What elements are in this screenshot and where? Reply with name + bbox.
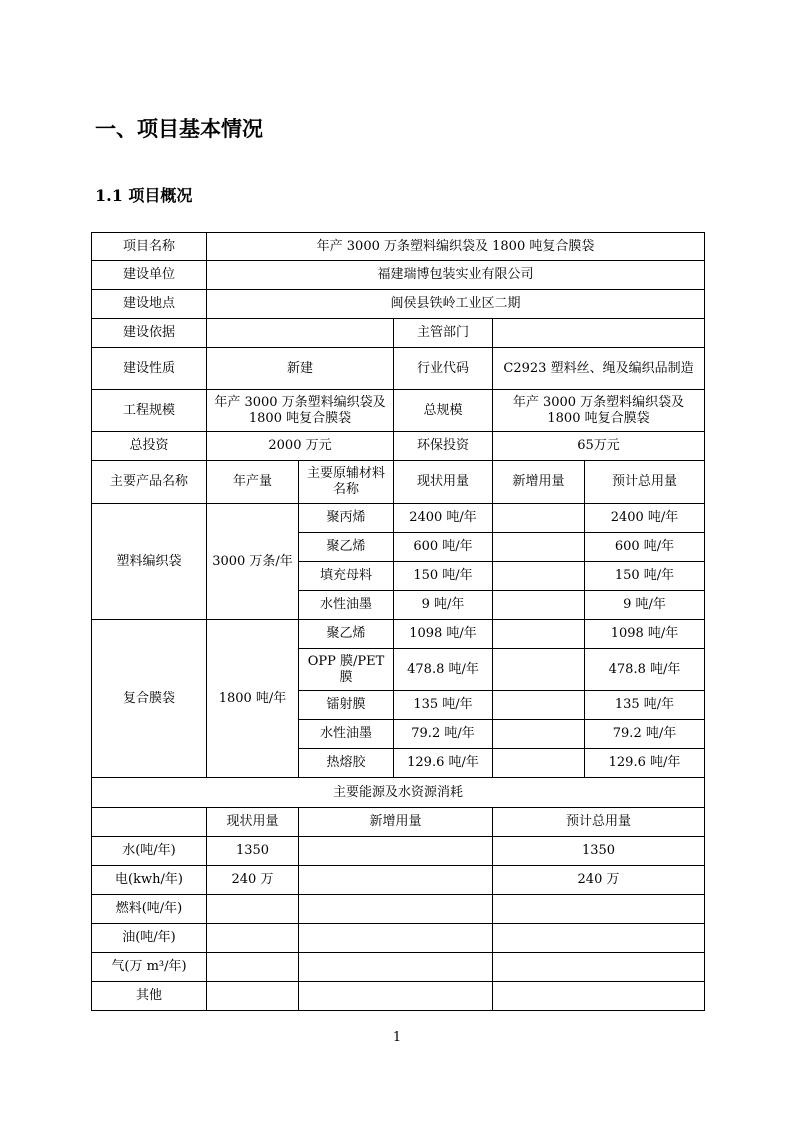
energy-title-row bbox=[92, 778, 705, 808]
material-name-cell: OPP 膜/PET 膜 bbox=[299, 649, 394, 691]
row-nature bbox=[92, 348, 705, 390]
current-cell: 135 吨/年 bbox=[394, 691, 493, 720]
current-cell bbox=[207, 924, 299, 953]
page-number: 1 bbox=[392, 1030, 402, 1045]
added-cell bbox=[299, 895, 493, 924]
total-cell: 79.2 吨/年 bbox=[585, 720, 705, 749]
row-investment bbox=[92, 432, 705, 461]
label-cell: 总投资 bbox=[92, 432, 207, 461]
energy-title: 主要能源及水资源消耗 bbox=[92, 778, 705, 808]
total-cell: 240 万 bbox=[493, 866, 705, 895]
value-cell bbox=[207, 319, 394, 348]
material-name-cell: 聚丙烯 bbox=[299, 504, 394, 533]
current-cell bbox=[207, 953, 299, 982]
label-cell: 工程规模 bbox=[92, 390, 207, 432]
header-cell: 预计总用量 bbox=[493, 808, 705, 837]
current-cell: 2400 吨/年 bbox=[394, 504, 493, 533]
label-cell: 建设地点 bbox=[92, 290, 207, 319]
material-name-cell: 聚乙烯 bbox=[299, 533, 394, 562]
added-cell bbox=[299, 982, 493, 1011]
current-cell: 9 吨/年 bbox=[394, 591, 493, 620]
row-basis bbox=[92, 319, 705, 348]
product-output-cell: 3000 万条/年 bbox=[207, 504, 299, 620]
added-cell bbox=[493, 533, 585, 562]
energy-row bbox=[92, 953, 705, 982]
total-cell bbox=[493, 924, 705, 953]
added-cell bbox=[493, 562, 585, 591]
label-cell: 项目名称 bbox=[92, 233, 207, 261]
energy-name-cell: 燃料(吨/年) bbox=[92, 895, 207, 924]
header-cell: 现状用量 bbox=[207, 808, 299, 837]
material-name-cell: 水性油墨 bbox=[299, 591, 394, 620]
total-cell: 9 吨/年 bbox=[585, 591, 705, 620]
product-name-cell: 复合膜袋 bbox=[92, 620, 207, 778]
header-cell: 主要产品名称 bbox=[92, 461, 207, 504]
header-cell: 新增用量 bbox=[493, 461, 585, 504]
value-cell: 闽侯县铁岭工业区二期 bbox=[207, 290, 705, 319]
current-cell: 129.6 吨/年 bbox=[394, 749, 493, 778]
header-cell: 年产量 bbox=[207, 461, 299, 504]
value-cell: 年产 3000 万条塑料编织袋及 1800 吨复合膜袋 bbox=[493, 390, 705, 432]
current-cell: 240 万 bbox=[207, 866, 299, 895]
value-cell: C2923 塑料丝、绳及编织品制造 bbox=[493, 348, 705, 390]
product-output-cell: 1800 吨/年 bbox=[207, 620, 299, 778]
current-cell: 1350 bbox=[207, 837, 299, 866]
project-overview-table bbox=[91, 232, 705, 1011]
value-cell bbox=[493, 319, 705, 348]
value-cell: 2000 万元 bbox=[207, 432, 394, 461]
added-cell bbox=[493, 749, 585, 778]
total-cell: 1350 bbox=[493, 837, 705, 866]
section-heading: 一、项目基本情况 bbox=[95, 116, 263, 141]
energy-name-cell: 水(吨/年) bbox=[92, 837, 207, 866]
current-cell bbox=[207, 982, 299, 1011]
header-cell: 新增用量 bbox=[299, 808, 493, 837]
total-cell: 2400 吨/年 bbox=[585, 504, 705, 533]
row-unit bbox=[92, 261, 705, 290]
value-cell: 福建瑞博包装实业有限公司 bbox=[207, 261, 705, 290]
added-cell bbox=[493, 620, 585, 649]
total-cell bbox=[493, 953, 705, 982]
added-cell bbox=[299, 866, 493, 895]
label-cell: 建设性质 bbox=[92, 348, 207, 390]
energy-row bbox=[92, 895, 705, 924]
header-cell bbox=[92, 808, 207, 837]
value-cell: 年产 3000 万条塑料编织袋及 1800 吨复合膜袋 bbox=[207, 390, 394, 432]
label-cell: 环保投资 bbox=[394, 432, 493, 461]
energy-name-cell: 电(kwh/年) bbox=[92, 866, 207, 895]
value-cell: 年产 3000 万条塑料编织袋及 1800 吨复合膜袋 bbox=[207, 233, 705, 261]
energy-name-cell: 油(吨/年) bbox=[92, 924, 207, 953]
total-cell: 1098 吨/年 bbox=[585, 620, 705, 649]
material-row bbox=[92, 620, 705, 649]
row-location bbox=[92, 290, 705, 319]
products-header-row bbox=[92, 461, 705, 504]
label-cell: 建设依据 bbox=[92, 319, 207, 348]
product-name-cell: 塑料编织袋 bbox=[92, 504, 207, 620]
total-cell: 478.8 吨/年 bbox=[585, 649, 705, 691]
energy-row bbox=[92, 837, 705, 866]
row-scale bbox=[92, 390, 705, 432]
added-cell bbox=[493, 504, 585, 533]
value-cell: 65万元 bbox=[493, 432, 705, 461]
total-cell bbox=[493, 982, 705, 1011]
added-cell bbox=[493, 720, 585, 749]
current-cell: 600 吨/年 bbox=[394, 533, 493, 562]
added-cell bbox=[493, 649, 585, 691]
material-name-cell: 聚乙烯 bbox=[299, 620, 394, 649]
current-cell: 1098 吨/年 bbox=[394, 620, 493, 649]
current-cell bbox=[207, 895, 299, 924]
added-cell bbox=[493, 691, 585, 720]
label-cell: 主管部门 bbox=[394, 319, 493, 348]
material-row bbox=[92, 504, 705, 533]
header-cell: 现状用量 bbox=[394, 461, 493, 504]
added-cell bbox=[299, 953, 493, 982]
total-cell: 600 吨/年 bbox=[585, 533, 705, 562]
added-cell bbox=[299, 924, 493, 953]
current-cell: 150 吨/年 bbox=[394, 562, 493, 591]
subsection-heading: 1.1 项目概况 bbox=[95, 186, 193, 205]
energy-name-cell: 气(万 m³/年) bbox=[92, 953, 207, 982]
energy-header-row bbox=[92, 808, 705, 837]
energy-row bbox=[92, 982, 705, 1011]
energy-row bbox=[92, 924, 705, 953]
energy-name-cell: 其他 bbox=[92, 982, 207, 1011]
energy-row bbox=[92, 866, 705, 895]
added-cell bbox=[493, 591, 585, 620]
total-cell bbox=[493, 895, 705, 924]
total-cell: 129.6 吨/年 bbox=[585, 749, 705, 778]
material-name-cell: 热熔胶 bbox=[299, 749, 394, 778]
total-cell: 150 吨/年 bbox=[585, 562, 705, 591]
label-cell: 行业代码 bbox=[394, 348, 493, 390]
header-cell: 主要原辅材料名称 bbox=[299, 461, 394, 504]
current-cell: 478.8 吨/年 bbox=[394, 649, 493, 691]
row-project-name bbox=[92, 233, 705, 261]
material-name-cell: 镭射膜 bbox=[299, 691, 394, 720]
added-cell bbox=[299, 837, 493, 866]
current-cell: 79.2 吨/年 bbox=[394, 720, 493, 749]
value-cell: 新建 bbox=[207, 348, 394, 390]
label-cell: 总规模 bbox=[394, 390, 493, 432]
material-name-cell: 填充母料 bbox=[299, 562, 394, 591]
total-cell: 135 吨/年 bbox=[585, 691, 705, 720]
header-cell: 预计总用量 bbox=[585, 461, 705, 504]
label-cell: 建设单位 bbox=[92, 261, 207, 290]
material-name-cell: 水性油墨 bbox=[299, 720, 394, 749]
